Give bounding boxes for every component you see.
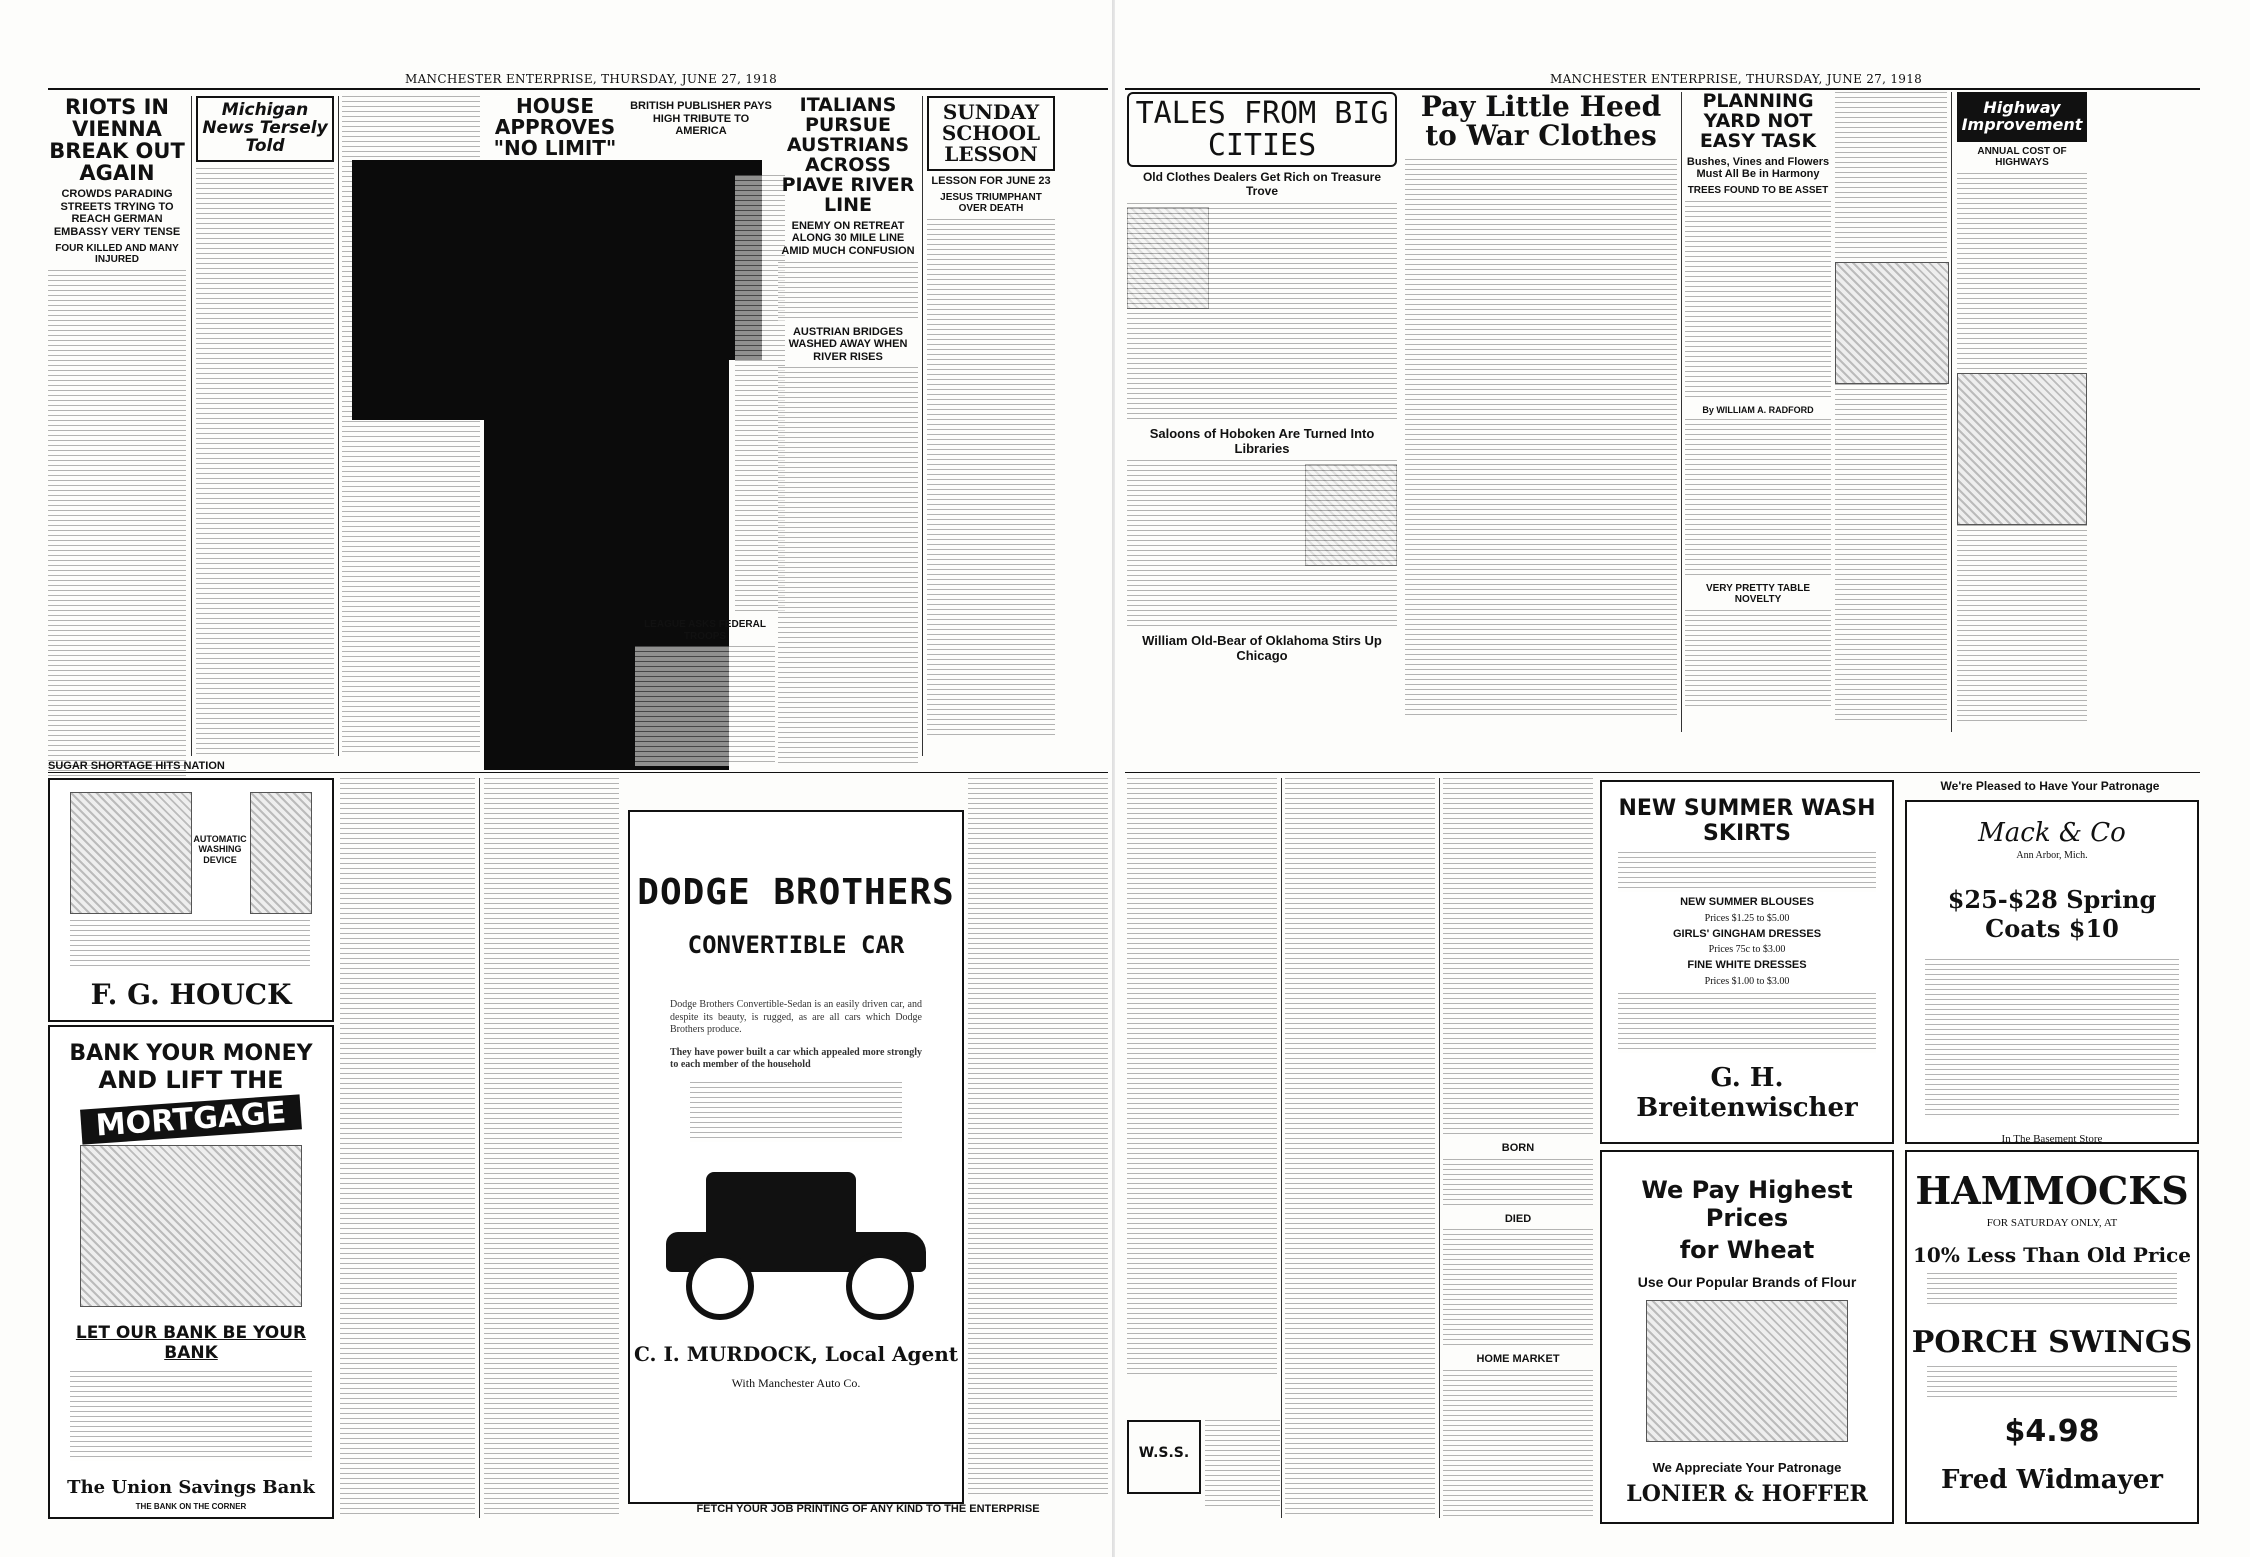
- michigan-news-headline: Michigan News Tersely Told: [202, 100, 328, 156]
- notices-column: [1443, 778, 1593, 1518]
- died-heading: DIED: [1504, 1212, 1532, 1225]
- left-folio: MANCHESTER ENTERPRISE, THURSDAY, JUNE 27, 1918: [405, 72, 778, 86]
- mack-store-name: Mack & Co: [1978, 818, 2126, 848]
- born-heading: BORN: [1501, 1142, 1535, 1154]
- washing-machine-illustration: [70, 792, 192, 914]
- italians-article: [778, 96, 918, 756]
- dodge-brothers-advertisement: [628, 810, 964, 1504]
- planning-headline: PLANNING YARD NOT EASY TASK: [1699, 90, 1817, 152]
- road-photo: [1957, 373, 2087, 525]
- local-column: [484, 778, 619, 1518]
- houck-product: AUTOMATIC WASHING DEVICE: [193, 834, 247, 865]
- dodge-subtitle: CONVERTIBLE CAR: [687, 931, 905, 959]
- dodge-title: DODGE BROTHERS: [637, 872, 955, 913]
- bank-body-text: [70, 1371, 312, 1461]
- hammocks-discount: 10% Less Than Old Price: [1913, 1243, 2191, 1267]
- lower-news-column-2: [1285, 778, 1435, 1518]
- riots-article: [48, 96, 186, 756]
- tales-headline: TALES FROM BIG CITIES: [1135, 96, 1389, 163]
- lonier-hoffer-store: LONIER & HOFFER: [1626, 1481, 1868, 1507]
- right-folio: MANCHESTER ENTERPRISE, THURSDAY, JUNE 27, 1918: [1550, 72, 1923, 86]
- car-front-wheel: [686, 1252, 754, 1320]
- riots-deck: CROWDS PARADING STREETS TRYING TO REACH GERMAN EMBASSY VERY TENSE: [53, 188, 181, 239]
- dodge-copy-2: They have power built a car which appealed more strongly to each member of the household: [670, 1046, 922, 1070]
- sugar-headline: SUGAR SHORTAGE HITS NATION: [48, 760, 225, 772]
- bank-tagline: THE BANK ON THE CORNER: [135, 1502, 247, 1511]
- wheat-appreciate: We Appreciate Your Patronage: [1652, 1460, 1842, 1475]
- italians-headline: ITALIANS PURSUE AUSTRIANS ACROSS PIAVE RIVER LINE: [781, 94, 915, 216]
- house-approves-article: [485, 96, 625, 166]
- mack-footer: In The Basement Store: [2001, 1133, 2103, 1145]
- michigan-news-article: [196, 96, 334, 756]
- publisher-headline: BRITISH PUBLISHER PAYS HIGH TRIBUTE TO AMERICA: [630, 100, 772, 138]
- wss-badge: W.S.S.: [1127, 1420, 1201, 1494]
- bank-mortgage-word: MORTGAGE: [94, 1095, 288, 1144]
- home-market-heading: HOME MARKET: [1476, 1353, 1560, 1366]
- michigan-news-body-text: [196, 168, 334, 758]
- job-printing-notice: FETCH YOUR JOB PRINTING OF ANY KIND TO THE ENTERPRISE: [696, 1503, 1040, 1515]
- william-headline: William Old-Bear of Oklahoma Stirs Up Chicago: [1142, 633, 1382, 664]
- tales-heading-box: [1127, 92, 1397, 167]
- breitenwischer-advertisement: [1600, 780, 1894, 1144]
- dodge-copy-1: Dodge Brothers Convertible-Sedan is an easily driven car, and despite its beauty, is rugged, as are all cars which Dodge Brothers produce.: [670, 999, 922, 1035]
- houck-name: F. G. HOUCK: [90, 978, 292, 1011]
- porch-swings-price: $4.98: [2004, 1414, 2100, 1449]
- tales-deck: Old Clothes Dealers Get Rich on Treasure Trove: [1142, 170, 1382, 198]
- wash-skirts-title: NEW SUMMER WASH SKIRTS: [1618, 796, 1876, 846]
- mack-city: Ann Arbor, Mich.: [2016, 850, 2088, 861]
- sunday-school-heading-box: [927, 96, 1055, 171]
- lonier-hoffer-advertisement: [1600, 1150, 1894, 1524]
- hammocks-title: HAMMOCKS: [1915, 1168, 2189, 1213]
- pleased-banner: We're Pleased to Have Your Patronage: [1940, 779, 2160, 793]
- riots-body-text: [48, 270, 186, 790]
- right-newspaper-page: [1115, 0, 2250, 1557]
- blouses-heading: NEW SUMMER BLOUSES: [1680, 896, 1814, 908]
- pay-little-heed-headline: Pay Little Heed to War Clothes: [1420, 90, 1662, 153]
- right-lower-column: [968, 778, 1108, 1498]
- left-newspaper-page: [0, 0, 1115, 1557]
- breitenwischer-store: G. H. Breitenwischer: [1636, 1062, 1858, 1123]
- society-column: [340, 778, 475, 1518]
- league-headline: LEAGUE ASKS FEDERAL TROOPS: [644, 619, 766, 642]
- car-rear-wheel: [846, 1252, 914, 1320]
- planning-deck: Bushes, Vines and Flowers Must All Be in Harmony: [1686, 155, 1830, 181]
- gingham-price: Prices 75c to $3.00: [1708, 944, 1786, 956]
- floor-plan-illustration: [1835, 262, 1949, 384]
- lower-news-column-1: [1127, 778, 1277, 1418]
- sunday-school-headline: SUNDAY SCHOOL LESSON: [941, 100, 1041, 166]
- gingham-heading: GIRLS' GINGHAM DRESSES: [1672, 927, 1822, 940]
- widmayer-advertisement: [1905, 1150, 2199, 1524]
- league-article: [635, 615, 775, 765]
- porch-swings-title: PORCH SWINGS: [1911, 1325, 2193, 1360]
- sunday-school-lesson-date: LESSON FOR JUNE 23: [931, 175, 1051, 187]
- mack-offer: $25-$28 Spring Coats $10: [1947, 885, 2157, 943]
- riots-headline: RIOTS IN VIENNA BREAK OUT AGAIN: [49, 95, 185, 186]
- sunday-school-topic: JESUS TRIUMPHANT OVER DEATH: [940, 191, 1042, 215]
- white-dresses-heading: FINE WHITE DRESSES: [1687, 959, 1807, 972]
- tales-article: [1127, 92, 1397, 732]
- bank-slogan: LET OUR BANK BE YOUR BANK: [75, 1323, 307, 1363]
- saloons-headline: Saloons of Hoboken Are Turned Into Libraries: [1149, 425, 1375, 456]
- highway-article: [1957, 92, 2087, 732]
- widmayer-store: Fred Widmayer: [1941, 1465, 2163, 1495]
- italians-deck-2: AUSTRIAN BRIDGES WASHED AWAY WHEN RIVER RISES: [788, 325, 908, 363]
- dodge-agent: C. I. MURDOCK, Local Agent: [633, 1341, 959, 1366]
- riots-subdeck: FOUR KILLED AND MANY INJURED: [55, 242, 179, 266]
- publisher-article: [630, 96, 772, 166]
- michigan-news-heading-box: [196, 96, 334, 162]
- sunday-school-body-text: [927, 219, 1055, 739]
- house-illustration: [80, 1145, 302, 1307]
- wheat-headline-1: We Pay Highest Prices: [1641, 1176, 1853, 1232]
- wheat-sub: Use Our Popular Brands of Flour: [1637, 1274, 1857, 1290]
- white-dresses-price: Prices $1.00 to $3.00: [1704, 975, 1790, 987]
- hammocks-saturday: FOR SATURDAY ONLY, AT: [1986, 1217, 2118, 1229]
- bank-headline-1: BANK YOUR MONEY: [69, 1041, 313, 1066]
- bank-headline-2: AND LIFT THE: [98, 1066, 284, 1094]
- houck-advertisement: [48, 778, 334, 1022]
- masthead-rule: [48, 88, 1108, 90]
- pretty-table-headline: VERY PRETTY TABLE NOVELTY: [1705, 582, 1811, 606]
- dodge-agent-sub: With Manchester Auto Co.: [731, 1375, 861, 1390]
- highway-logo: Highway Improvement: [1957, 92, 2087, 142]
- mack-co-advertisement: [1905, 800, 2199, 1144]
- sunday-school-article: [927, 96, 1055, 756]
- pay-little-heed-article: [1405, 92, 1677, 732]
- planning-sub: TREES FOUND TO BE ASSET: [1687, 185, 1829, 197]
- planning-yard-article: [1685, 92, 1831, 732]
- wheat-headline-2: for Wheat: [1679, 1236, 1815, 1264]
- redacted-block: [352, 160, 762, 360]
- house-approves-headline: HOUSE APPROVES "NO LIMIT": [493, 94, 617, 160]
- floor-plan-column: [1835, 92, 1947, 732]
- highway-headline: ANNUAL COST OF HIGHWAYS: [1977, 145, 2067, 169]
- pay-little-heed-body-text: [1405, 159, 1677, 719]
- car-illustration: [666, 1162, 926, 1312]
- italians-deck: ENEMY ON RETREAT ALONG 30 MILE LINE AMID MUCH CONFUSION: [781, 219, 915, 257]
- bank-name: The Union Savings Bank: [67, 1477, 315, 1498]
- italians-body-text: [778, 367, 918, 767]
- blouses-price: Prices $1.25 to $5.00: [1704, 912, 1790, 924]
- bank-advertisement: [48, 1025, 334, 1519]
- mortgage-banner: [80, 1094, 302, 1144]
- mill-illustration: [1646, 1300, 1848, 1442]
- planning-byline: By WILLIAM A. RADFORD: [1702, 404, 1814, 415]
